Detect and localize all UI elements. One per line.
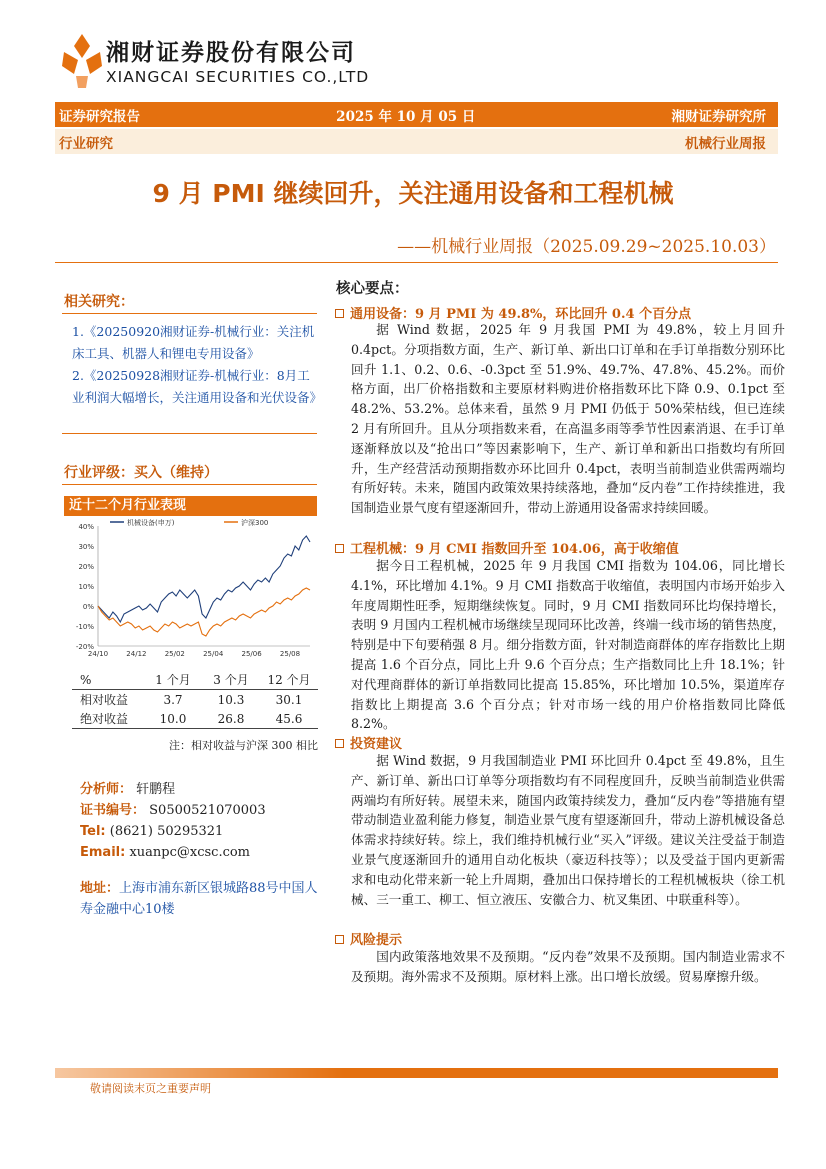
table-cell: 10.0 [159, 711, 187, 726]
address-label: 地址： [80, 881, 120, 896]
tel-label: Tel: [80, 824, 106, 839]
analyst-name: 轩鹏程 [136, 782, 176, 797]
analyst-info [80, 779, 266, 863]
footer-disclaimer[interactable]: 敬请阅读末页之重要声明 [90, 1082, 211, 1095]
table-cell: 26.8 [217, 711, 245, 726]
table-note: 注：相对收益与沪深 300 相比 [169, 739, 318, 752]
email-label: Email: [80, 845, 126, 860]
y-tick-label: 20% [78, 563, 94, 571]
table-cell: 3.7 [163, 692, 183, 707]
y-tick-label: 0% [82, 603, 94, 611]
footer-bar [55, 1068, 778, 1078]
related-divider [62, 313, 317, 314]
institute-name: 湘财证券研究所 [671, 108, 766, 125]
report-category: 行业研究 [59, 135, 113, 152]
legend-label: 机械设备(申万) [127, 519, 175, 527]
y-tick-label: 40% [78, 523, 94, 531]
table-cell: 30.1 [275, 692, 303, 707]
analyst-label: 分析师： [80, 782, 133, 797]
y-tick-label: 10% [78, 583, 94, 591]
company-name-cn: 湘财证券股份有限公司 [106, 40, 356, 66]
address-info [80, 878, 320, 920]
company-name-en: XIANGCAI SECURITIES CO.,LTD [106, 68, 370, 86]
y-tick-label: -10% [75, 623, 94, 631]
paragraph-risk: 国内政策落地效果不及预期。“反内卷”效果不及预期。国内制造业需求不及预期。海外需求不及预期。原材料上涨。出口增长放缓。贸易摩擦升级。 [351, 949, 785, 984]
checkbox-icon [335, 739, 344, 748]
report-subtitle: ——机械行业周报（2025.09.29~2025.10.03） [397, 237, 776, 257]
y-tick-label: -20% [75, 643, 94, 651]
performance-table [72, 670, 318, 729]
x-tick-label: 25/04 [203, 650, 224, 658]
section-heading-construction-machinery: 工程机械：9 月 CMI 指数回升至 104.06，高于收缩值 [335, 538, 679, 557]
table-row [72, 709, 318, 728]
table-header-cell: 12 个月 [267, 673, 311, 687]
related-item[interactable]: 2.《20250928湘财证券-机械行业：8月工业利润大幅增长，关注通用设备和光伏设备》 [72, 368, 323, 405]
table-header-row [72, 670, 318, 689]
x-tick-label: 25/02 [164, 650, 185, 658]
related-research-title: 相关研究： [64, 294, 134, 310]
related-item[interactable]: 1.《20250920湘财证券-机械行业：关注机床工具、机器人和锂电专用设备》 [72, 324, 315, 361]
industry-rating: 行业评级：买入（维持） [64, 465, 218, 481]
table-header-cell: % [80, 672, 92, 687]
series-line [98, 536, 310, 622]
checkbox-icon [335, 309, 344, 318]
paragraph-general-equipment: 据 Wind 数据，2025 年 9 月我国 PMI 为 49.8%，较上月回升 0.4pct。分项指数方面，生产、新订单、新出口订单和在手订单指数分别环比回升 1.1、0.2、0.6、-0.3pct 至 51.9%、49.7%、47.8%、45.2%。而价格方面，出厂价格指数和主要原材料购进价格指数环比下降 0.9、0.1pct 至 48.2%、53.2%。总体来看，虽然 9 月 PMI 仍低于 50%荣枯线，但已连续 2 月有所回升。且从分项指数来看，在高温多雨等季节性因素消退、在手订单逐渐释放以及“抢出口”等因素影响下，生产、新订单和新出口指数均有所回升，生产经营活动预期指数亦环比回升 0.4pct，表明当前制造业供需两端均有所好转。未来，随国内政策效果持续落地，叠加“反内卷”工作持续推进，我国制造业景气度有望逐渐回升，带动上游通用设备需求持续回暖。 [351, 322, 785, 516]
series-line [98, 588, 310, 636]
report-date: 2025 年 10 月 05 日 [336, 108, 476, 125]
paragraph-investment-advice: 据 Wind 数据，9 月我国制造业 PMI 环比回升 0.4pct 至 49.8%，且生产、新订单、新出口订单等分项指数均有不同程度回升，反映当前制造业供需两端均有所好转。展望未来，随国内政策持续发力，叠加“反内卷”等措施有望带动制造业盈利能力修复，制造业景气度有望逐渐回升，带动上游机械设备总体需求持续好转。综上，我们维持机械行业“买入”评级。建议关注受益于制造业景气度逐渐回升的通用自动化板块（豪迈科技等）；以及受益于国内更新需求和电动化带来新一轮上升周期，叠加出口保持增长的工程机械板块（徐工机械、三一重工、柳工、恒立液压、安徽合力、杭叉集团、中联重科等）。 [351, 753, 785, 907]
email-address[interactable]: xuanpc@xcsc.com [129, 845, 251, 860]
category-band [55, 129, 778, 154]
table-divider [72, 728, 318, 729]
table-cell: 绝对收益 [80, 712, 129, 726]
related-research-list [72, 321, 323, 409]
tel-number: (8621) 50295321 [109, 824, 224, 839]
x-tick-label: 25/08 [279, 650, 301, 658]
table-cell: 10.3 [217, 692, 245, 707]
section-heading-risk: 风险提示 [335, 929, 402, 948]
address-text: 上海市浦东新区银城路88号中国人寿金融中心10楼 [80, 881, 318, 917]
x-tick-label: 24/12 [126, 650, 147, 658]
x-tick-label: 24/10 [87, 650, 109, 658]
table-header-cell: 3 个月 [213, 673, 249, 687]
report-type: 证券研究报告 [59, 108, 140, 125]
core-points-heading: 核心要点： [336, 281, 409, 297]
cert-label: 证书编号： [80, 803, 146, 818]
section-heading-investment-advice: 投资建议 [335, 733, 402, 752]
cert-number: S0500521070003 [149, 803, 266, 818]
paragraph-construction-machinery: 据今日工程机械，2025 年 9 月我国 CMI 指数为 104.06，同比增长 4.1%，环比增加 4.1%。9 月 CMI 指数高于收缩值，表明国内市场开始步入年度周期性旺季，短期继续恢复。同时，9 月 CMI 指数同环比均保持增长，表明 9 月国内工程机械市场继续呈现同环比改善，终端一线市场的销售热度，特别是中下旬要稍强 8 月。细分指数方面，针对制造商群体的库存指数比上期提高 1.6 个百分点，同比上升 9.6 个百分点；生产指数同比上升 18.1%；针对代理商群体的新订单指数同比提高 15.85%，环比增加 10.5%，渠道库存指数比上期提高 3.6 个百分点；针对市场一线的用户价格指数同比降低 8.2%。 [351, 558, 785, 732]
title-divider [55, 262, 778, 263]
report-title: 9 月 PMI 继续回升，关注通用设备和工程机械 [152, 179, 674, 208]
rating-divider [62, 484, 317, 485]
related-divider-bottom [62, 433, 317, 434]
x-tick-label: 25/06 [241, 650, 262, 658]
checkbox-icon [335, 544, 344, 553]
table-header-cell: 1 个月 [155, 673, 191, 687]
table-cell: 45.6 [275, 711, 303, 726]
company-logo-icon [62, 34, 102, 88]
y-tick-label: 30% [78, 543, 94, 551]
report-series: 机械行业周报 [685, 135, 766, 152]
legend-label: 沪深300 [241, 519, 269, 527]
section-heading-general-equipment: 通用设备：9 月 PMI 为 49.8%，环比回升 0.4 个百分点 [335, 303, 691, 322]
performance-chart [64, 516, 317, 666]
performance-chart-title: 近十二个月行业表现 [64, 496, 317, 516]
checkbox-icon [335, 935, 344, 944]
header-band [55, 102, 778, 127]
table-row [72, 690, 318, 709]
table-cell: 相对收益 [80, 693, 129, 707]
company-logo [62, 32, 382, 94]
